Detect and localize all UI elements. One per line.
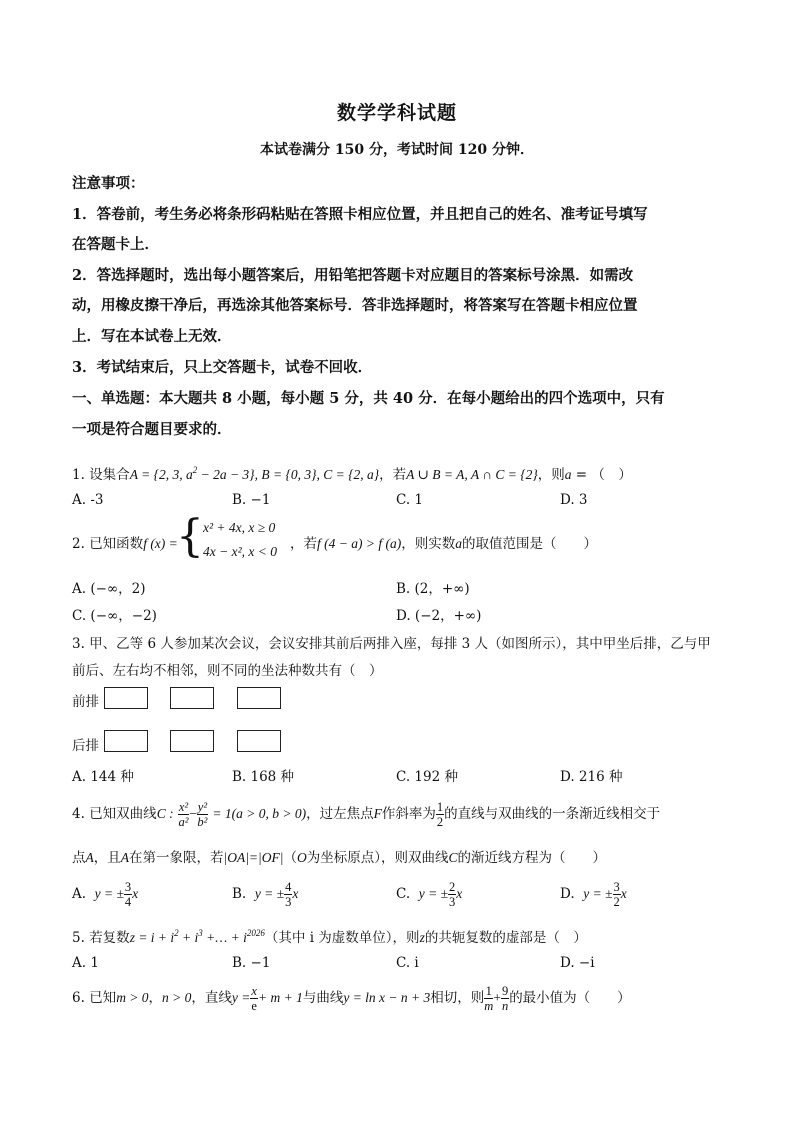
notice-item3: 3．考试结束后，只上交答题卡，试卷不回收． xyxy=(72,359,373,376)
seat-front-3 xyxy=(237,687,281,709)
question-2-stem-right xyxy=(290,532,597,552)
q4-option-c-den: 3 xyxy=(449,895,456,909)
q5-option-a[interactable]: A. 1 xyxy=(72,955,99,971)
q4-option-b-den: 3 xyxy=(285,895,292,909)
section1-line2: 一项是符合题目要求的． xyxy=(72,421,232,438)
q6-frac-1-den: m xyxy=(484,999,494,1013)
notice-item1-line2: 在答题卡上． xyxy=(72,236,159,253)
q2-number: 2. xyxy=(72,536,85,552)
q4-line2-b: ，且 xyxy=(93,850,121,866)
q4-point-a: A xyxy=(85,850,94,865)
q6-sep: ， xyxy=(148,990,163,1006)
q4-option-a-den: 4 xyxy=(124,895,132,909)
q1-set-a-head: A = {2, 3, a xyxy=(129,467,193,482)
q4-curve-name2: C xyxy=(448,850,458,865)
q5-text-b: （其中 i 为虚数单位），则 xyxy=(264,930,420,946)
q6-number: 6. xyxy=(72,990,85,1006)
q4-option-b[interactable] xyxy=(232,876,298,912)
q4-line2-a: 点 xyxy=(72,850,86,866)
q2-text-c: ，则实数 xyxy=(401,536,456,552)
q4-option-c-num: 2 xyxy=(449,880,456,894)
q3-option-a[interactable]: A. 144 种 xyxy=(72,769,134,785)
q6-frac-2-den: n xyxy=(501,999,509,1013)
q4-option-b-eq: y = ± xyxy=(254,886,285,901)
q1-sets-bc: , B = {0, 3}, C = {2, a} xyxy=(254,467,380,482)
q4-option-d-den: 2 xyxy=(613,895,620,909)
q1-number: 1. xyxy=(72,467,85,483)
q4-curve-name: C : xyxy=(156,806,174,821)
q6-frac-2-num: 9 xyxy=(501,984,509,998)
q1-text-d: = （ ） xyxy=(571,467,632,483)
q4-equation: = 1(a > 0, b > 0) xyxy=(212,806,307,821)
q4-option-d-eq: y = ± xyxy=(583,886,613,901)
seat-back-label: 后排 xyxy=(72,738,99,754)
q4-minus: − xyxy=(189,806,197,821)
q5-option-c[interactable]: C. i xyxy=(396,955,419,971)
q1-condition: A ∪ B = A, A ∩ C = {2} xyxy=(406,467,538,482)
section1-line1: 一、单选题：本大题共 8 小题，每小题 5 分，共 40 分．在每小题给出的四个选项中，只有 xyxy=(72,390,665,407)
q1-text-c: ，则 xyxy=(537,467,565,483)
q5-var: z xyxy=(419,930,425,945)
q6-frac-2 xyxy=(501,984,509,1013)
q5-text-c: 的共轭复数的虚部是（ ） xyxy=(424,930,587,946)
q6-text-c: 与曲线 xyxy=(302,990,344,1006)
seat-front-1 xyxy=(104,687,148,709)
q4-option-b-num: 4 xyxy=(285,880,292,894)
q4-slope-den: 2 xyxy=(436,815,444,829)
q1-set-a-exp: 2 xyxy=(192,465,198,475)
q4-option-d-x: x xyxy=(620,886,627,901)
q4-number: 4. xyxy=(72,806,85,822)
q5-option-d[interactable]: D. −i xyxy=(560,955,595,971)
q4-line2-c: 在第一象限，若 xyxy=(129,850,224,866)
q4-slope xyxy=(436,800,444,829)
q1-option-c[interactable]: C. 1 xyxy=(396,492,424,508)
q6-text-b: ，直线 xyxy=(191,990,232,1006)
q4-line2-f: 的渐近线方程为（ ） xyxy=(457,850,606,866)
q4-option-a-label: A. xyxy=(72,886,87,902)
q6-line-y: y = xyxy=(231,990,251,1005)
q4-option-b-label: B. xyxy=(232,886,247,902)
q2-function: f (x) = xyxy=(143,536,178,551)
question-3-line1: 3. 甲、乙等 6 人参加某次会议，会议安排其前后两排入座，每排 3 人（如图所示），其中甲坐后排，乙与甲 xyxy=(72,636,711,652)
q4-text-b: ，过左焦点 xyxy=(306,806,374,822)
q1-text-b: ，若 xyxy=(379,467,407,483)
q1-set-a-tail: − 2a − 3} xyxy=(197,467,255,482)
question-2-stem-left xyxy=(72,532,178,552)
q5-expression xyxy=(130,930,265,945)
q5-expr-i3: + i xyxy=(178,930,199,945)
q2-option-b[interactable]: B. (2，+∞) xyxy=(396,581,470,597)
q4-line2-d: （ xyxy=(283,850,297,866)
seat-back-3 xyxy=(237,730,281,752)
question-1-stem xyxy=(72,463,632,483)
q4-option-d-num: 3 xyxy=(613,880,620,894)
q3-option-d[interactable]: D. 216 种 xyxy=(560,769,623,785)
seat-front-label: 前排 xyxy=(72,694,99,710)
q2-piece-2: 4x − x², x < 0 xyxy=(203,544,277,559)
q2-var: a xyxy=(455,536,462,551)
q4-option-c-frac xyxy=(448,880,456,909)
seat-back-2 xyxy=(170,730,214,752)
exam-subtitle: 本试卷满分 150 分，考试时间 120 分钟． xyxy=(260,142,534,158)
q4-option-c-eq: y = ± xyxy=(418,886,448,901)
q1-text-a: 设集合 xyxy=(89,467,130,483)
q4-option-b-x: x xyxy=(292,886,299,901)
q6-line-rest: + m + 1 xyxy=(257,990,303,1005)
q2-option-c[interactable]: C. (−∞，−2) xyxy=(72,608,157,624)
q4-slope-num: 1 xyxy=(436,800,444,814)
q5-option-b[interactable]: B. −1 xyxy=(232,955,271,971)
q6-text-d: 相切，则 xyxy=(430,990,485,1006)
q4-option-c[interactable] xyxy=(396,876,462,912)
q4-option-a-frac xyxy=(124,880,132,909)
q6-line-frac-den: e xyxy=(251,999,257,1013)
q4-option-a-num: 3 xyxy=(124,880,132,894)
q4-option-a-x: x xyxy=(132,886,139,901)
q4-option-a[interactable] xyxy=(72,876,138,912)
q6-text-a: 已知 xyxy=(89,990,117,1006)
q6-plus: + xyxy=(493,990,501,1005)
q2-text-a: 已知函数 xyxy=(89,536,144,552)
seat-back-1 xyxy=(104,730,148,752)
notice-item2-line1: 2．答选择题时，选出每小题答案后，用铅笔把答题卡对应题目的答案标号涂黑．如需改 xyxy=(72,267,634,284)
question-6-stem xyxy=(72,980,631,1016)
q4-option-d[interactable] xyxy=(560,876,627,912)
q4-focus: F xyxy=(373,806,382,821)
q4-origin: O xyxy=(296,850,307,865)
q4-frac-y-den: b² xyxy=(197,815,208,829)
seat-front-2 xyxy=(170,687,214,709)
notice-item1-line1: 1．答卷前，考生务必将条形码粘贴在答照卡相应位置，并且把自己的姓名、准考证号填写 xyxy=(72,206,648,223)
q5-number: 5. xyxy=(72,930,85,946)
q4-point-a2: A xyxy=(120,850,129,865)
q4-option-d-label: D. xyxy=(560,886,575,902)
q1-set-a xyxy=(130,467,255,482)
q5-exp-n: 2026 xyxy=(246,928,265,938)
q4-line2-e: 为坐标原点），则双曲线 xyxy=(306,850,449,866)
page-title: 数学学科试题 xyxy=(336,102,457,124)
q4-condition: |OA|=|OF| xyxy=(223,850,284,865)
q4-option-a-eq: y = ± xyxy=(94,886,124,901)
q1-var: a xyxy=(564,467,572,482)
notice-item2-line2: 动，用橡皮擦干净后，再选涂其他答案标号．答非选择题时，将答案写在答题卡相应位置 xyxy=(72,297,638,314)
q2-option-a[interactable]: A. (−∞，2) xyxy=(72,581,146,597)
q5-expr-dots: +… + i xyxy=(202,930,247,945)
q6-frac-1 xyxy=(484,984,493,1013)
q1-option-a[interactable]: A. -3 xyxy=(72,492,104,508)
q5-exp-2: 2 xyxy=(174,928,179,938)
q4-text-d: 的直线与双曲线的一条渐近线相交于 xyxy=(444,806,661,822)
q4-text-a: 已知双曲线 xyxy=(89,806,157,822)
q5-expr-head: z = i + i xyxy=(129,930,175,945)
q4-option-c-label: C. xyxy=(396,886,411,902)
q2-text-b: ，若 xyxy=(290,536,317,552)
q1-option-b[interactable]: B. −1 xyxy=(232,492,271,508)
q6-line-frac xyxy=(250,984,258,1013)
q2-text-d: 的取值范围是（ ） xyxy=(461,536,597,552)
q6-n-cond: n > 0 xyxy=(162,990,192,1005)
q3-option-c[interactable]: C. 192 种 xyxy=(396,769,458,785)
q4-frac-y xyxy=(197,800,208,829)
q1-option-d[interactable]: D. 3 xyxy=(560,492,588,508)
q2-brace: { xyxy=(176,511,204,562)
q5-exp-3: 3 xyxy=(198,928,203,938)
q4-frac-y-num: y² xyxy=(197,800,208,814)
q2-option-d[interactable]: D. (−2，+∞) xyxy=(396,608,482,624)
q4-frac-x-den: a² xyxy=(178,815,189,829)
q4-option-c-x: x xyxy=(456,886,463,901)
q6-line-frac-num: x xyxy=(251,984,257,998)
q6-curve: y = ln x − n + 3 xyxy=(343,990,431,1005)
q4-frac-x-num: x² xyxy=(178,800,189,814)
question-3-line2: 前后、左右均不相邻，则不同的坐法种数共有（ ） xyxy=(72,663,383,679)
q6-frac-1-num: 1 xyxy=(485,984,492,998)
q6-text-e: 的最小值为（ ） xyxy=(509,990,631,1006)
q4-text-c: 作斜率为 xyxy=(381,806,436,822)
notice-item2-line3: 上．写在本试卷上无效． xyxy=(72,328,232,345)
q4-frac-x xyxy=(178,800,189,829)
q2-piece-1: x² + 4x, x ≥ 0 xyxy=(203,520,276,535)
question-5-stem xyxy=(72,926,587,946)
question-4-line2 xyxy=(72,846,606,866)
q3-option-b[interactable]: B. 168 种 xyxy=(232,769,295,785)
q4-option-d-frac xyxy=(613,880,621,909)
q6-m-cond: m > 0 xyxy=(116,990,149,1005)
notice-heading: 注意事项： xyxy=(72,175,145,192)
q2-condition: f (4 − a) > f (a) xyxy=(317,536,402,551)
q5-text-a: 若复数 xyxy=(89,930,130,946)
question-4-line1 xyxy=(72,796,660,832)
